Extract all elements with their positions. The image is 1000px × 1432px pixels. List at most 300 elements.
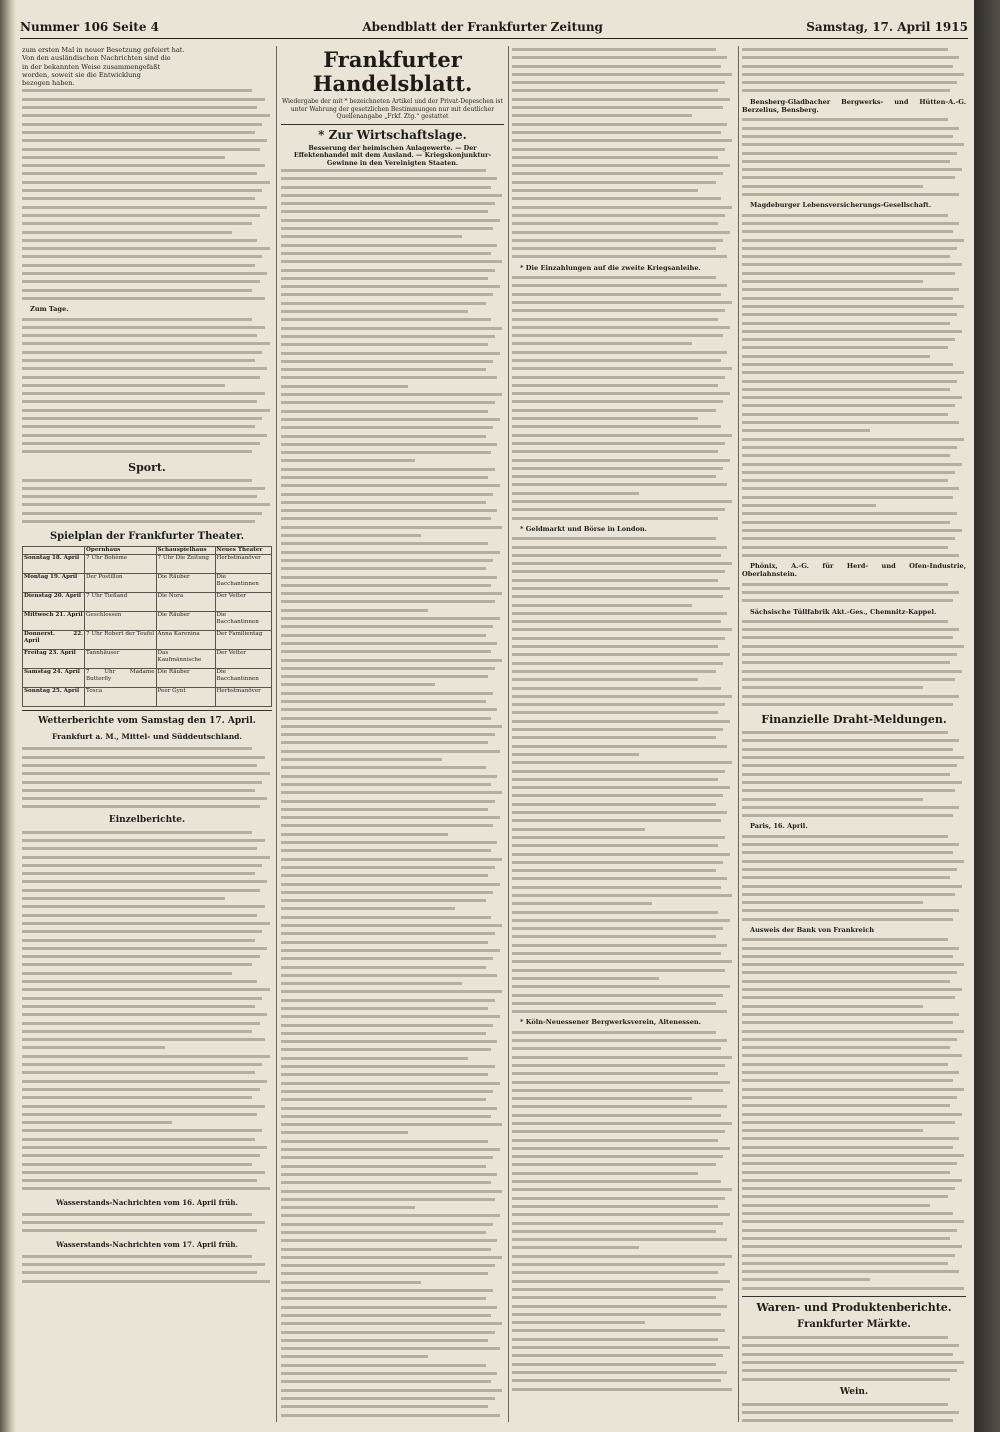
waren-title: Waren- und Produktenberichte. — [756, 1301, 952, 1315]
body-text — [742, 1061, 966, 1293]
illegible-line — [22, 1053, 270, 1061]
illegible-line — [512, 146, 725, 154]
illegible-line — [281, 491, 493, 499]
illegible-line — [281, 972, 497, 980]
illegible-line — [742, 191, 959, 199]
illegible-line — [281, 1353, 428, 1361]
illegible-line — [742, 916, 953, 924]
illegible-line — [742, 1260, 948, 1268]
illegible-line — [281, 1163, 486, 1171]
illegible-line — [512, 1286, 723, 1294]
table-cell: 7 Uhr Madame Butterfly — [85, 669, 156, 688]
illegible-line — [281, 167, 486, 175]
illegible-line — [281, 1304, 497, 1312]
illegible-line — [512, 958, 732, 966]
illegible-line — [742, 1036, 957, 1044]
illegible-line — [22, 1061, 262, 1069]
illegible-line — [512, 432, 732, 440]
illegible-line — [742, 1359, 964, 1367]
illegible-line — [22, 1152, 260, 1160]
illegible-line — [281, 997, 495, 1005]
illegible-line — [281, 872, 488, 880]
illegible-line — [22, 1094, 252, 1102]
illegible-line — [742, 1052, 962, 1060]
illegible-line — [512, 121, 727, 129]
illegible-line — [742, 729, 948, 737]
illegible-line — [742, 1227, 957, 1235]
illegible-line — [742, 1235, 950, 1243]
illegible-line — [22, 787, 255, 795]
illegible-line — [512, 1253, 732, 1261]
illegible-line — [512, 834, 725, 842]
illegible-line — [512, 992, 723, 1000]
illegible-line — [742, 386, 950, 394]
illegible-line — [742, 328, 962, 336]
illegible-line — [22, 324, 265, 332]
illegible-line — [281, 1345, 500, 1353]
illegible-line — [281, 341, 488, 349]
illegible-line — [512, 1294, 716, 1302]
illegible-line — [281, 914, 491, 922]
illegible-line — [742, 945, 959, 953]
illegible-line — [281, 557, 493, 565]
illegible-line — [281, 1088, 493, 1096]
illegible-line — [22, 212, 260, 220]
illegible-line — [281, 1022, 493, 1030]
illegible-line — [281, 208, 488, 216]
illegible-line — [742, 936, 948, 944]
illegible-line — [742, 461, 962, 469]
table-cell: Der Vetter — [215, 593, 272, 612]
illegible-line — [512, 1261, 725, 1269]
illegible-line — [512, 324, 730, 332]
einzel-title: Einzelberichte. — [108, 814, 186, 825]
illegible-line — [512, 515, 718, 523]
illegible-line — [512, 212, 725, 220]
article-title-magdeburger: Magdeburger Lebensversicherungs-Gesellschaft. — [750, 201, 932, 210]
illegible-line — [281, 789, 502, 797]
illegible-line — [512, 1087, 723, 1095]
illegible-line — [742, 228, 953, 236]
illegible-line — [512, 950, 721, 958]
binding-gutter — [0, 0, 16, 1432]
table-cell: Samstag 24. April — [23, 669, 85, 688]
illegible-line — [512, 1153, 723, 1161]
illegible-line — [22, 357, 255, 365]
illegible-line — [281, 225, 493, 233]
text-line: worden, soweit sie die Entwicklung — [22, 70, 141, 79]
illegible-line — [512, 1319, 645, 1327]
illegible-line — [281, 665, 495, 673]
illegible-line — [742, 253, 950, 261]
table-cell: Die Bacchantinnen — [215, 612, 272, 631]
illegible-line — [281, 408, 488, 416]
illegible-line — [281, 325, 502, 333]
illegible-line — [281, 250, 491, 258]
illegible-line — [742, 303, 964, 311]
illegible-line — [512, 875, 727, 883]
illegible-line — [742, 436, 964, 444]
illegible-line — [512, 465, 723, 473]
illegible-line — [742, 1160, 957, 1168]
illegible-line — [512, 1278, 730, 1286]
masthead-handelsblatt: Frankfurter Handelsblatt. — [312, 47, 473, 96]
illegible-line — [281, 1063, 495, 1071]
illegible-line — [281, 1154, 493, 1162]
illegible-line — [742, 668, 962, 676]
table-cell: Sonntag 25. April — [23, 688, 85, 707]
illegible-line — [281, 681, 435, 689]
illegible-line — [281, 582, 491, 590]
column-4 — [742, 46, 966, 1422]
illegible-line — [742, 535, 955, 543]
illegible-line — [742, 116, 948, 124]
illegible-line — [512, 415, 698, 423]
illegible-line — [22, 179, 270, 187]
illegible-line — [742, 477, 948, 485]
illegible-line — [512, 610, 727, 618]
illegible-line — [281, 1121, 502, 1129]
table-row — [23, 574, 272, 593]
illegible-line — [22, 937, 255, 945]
illegible-line — [22, 374, 260, 382]
illegible-line — [512, 162, 730, 170]
table-cell: Sonntag 18. April — [23, 555, 85, 574]
article-title-berzelius: Bensberg-Gladbacher Bergwerks- und Hütten-A.-G. Berzelius, Bensberg. — [742, 97, 966, 115]
illegible-line — [742, 125, 959, 133]
illegible-line — [742, 1077, 953, 1085]
illegible-line — [512, 1269, 718, 1277]
illegible-line — [742, 427, 870, 435]
illegible-line — [512, 1137, 718, 1145]
illegible-line — [22, 837, 265, 845]
illegible-line — [512, 859, 723, 867]
illegible-line — [512, 759, 732, 767]
illegible-line — [22, 87, 252, 95]
illegible-line — [742, 261, 962, 269]
illegible-line — [512, 1000, 716, 1008]
illegible-line — [281, 192, 502, 200]
illegible-line — [512, 1311, 721, 1319]
table-cell: Die Räuber — [156, 669, 215, 688]
illegible-line — [281, 532, 421, 540]
illegible-line — [742, 1367, 957, 1375]
illegible-line — [512, 365, 732, 373]
wetter-title: Wetterberichte vom Samstag den 17. April. — [38, 716, 256, 727]
illegible-line — [22, 170, 257, 178]
illegible-line — [512, 104, 723, 112]
illegible-line — [512, 1128, 725, 1136]
illegible-line — [742, 581, 948, 589]
illegible-line — [512, 983, 730, 991]
illegible-line — [742, 71, 964, 79]
illegible-line — [281, 1279, 421, 1287]
illegible-line — [22, 970, 232, 978]
illegible-line — [512, 54, 727, 62]
illegible-line — [512, 942, 727, 950]
illegible-line — [22, 895, 225, 903]
table-cell: Die Bacchantinnen — [215, 574, 272, 593]
illegible-line — [512, 291, 721, 299]
illegible-line — [22, 845, 257, 853]
illegible-line — [281, 1030, 486, 1038]
illegible-line — [512, 817, 721, 825]
illegible-line — [512, 577, 718, 585]
illegible-line — [512, 253, 727, 261]
illegible-line — [281, 590, 502, 598]
illegible-line — [281, 1146, 500, 1154]
body-text — [742, 1401, 966, 1422]
illegible-line — [281, 1312, 491, 1320]
illegible-line — [742, 883, 962, 891]
illegible-line — [281, 1055, 468, 1063]
illegible-line — [512, 734, 716, 742]
table-row — [23, 650, 272, 669]
column-rule — [508, 46, 509, 1422]
illegible-line — [512, 552, 721, 560]
illegible-line — [742, 544, 948, 552]
illegible-line — [281, 607, 428, 615]
illegible-line — [742, 245, 957, 253]
illegible-line — [742, 54, 959, 62]
illegible-line — [22, 407, 270, 415]
illegible-line — [742, 237, 964, 245]
illegible-line — [512, 685, 721, 693]
header-center: Abendblatt der Frankfurter Zeitung — [362, 20, 603, 34]
illegible-line — [22, 137, 267, 145]
illegible-line — [22, 795, 267, 803]
illegible-line — [22, 754, 265, 762]
illegible-line — [742, 961, 964, 969]
illegible-line — [512, 1161, 716, 1169]
illegible-line — [512, 1112, 721, 1120]
illegible-line — [22, 1219, 265, 1227]
illegible-line — [22, 423, 255, 431]
illegible-line — [512, 693, 732, 701]
illegible-line — [512, 751, 639, 759]
illegible-line — [281, 1320, 502, 1328]
illegible-line — [742, 502, 876, 510]
illegible-line — [22, 510, 262, 518]
wasser-title-1: Wasserstands-Nachrichten vom 16. April früh. — [56, 1197, 238, 1207]
illegible-line — [512, 618, 721, 626]
illegible-line — [512, 154, 718, 162]
illegible-line — [281, 333, 495, 341]
illegible-line — [742, 1086, 964, 1094]
divider — [742, 1296, 966, 1297]
illegible-line — [512, 1220, 723, 1228]
illegible-line — [22, 1227, 257, 1235]
illegible-line — [512, 900, 652, 908]
illegible-line — [512, 137, 732, 145]
illegible-line — [742, 812, 953, 820]
illegible-line — [742, 1169, 950, 1177]
illegible-line — [281, 1337, 488, 1345]
illegible-line — [742, 866, 957, 874]
illegible-line — [512, 892, 732, 900]
illegible-line — [22, 220, 252, 228]
illegible-line — [22, 382, 225, 390]
illegible-line — [512, 1008, 727, 1016]
illegible-line — [281, 1246, 491, 1254]
illegible-line — [742, 158, 950, 166]
article-title-koeln-neuessener: * Köln-Neuessener Bergwerksverein, Altenessen. — [520, 1018, 701, 1027]
illegible-line — [512, 809, 727, 817]
table-cell: Peer Gynt — [156, 688, 215, 707]
illegible-line — [742, 141, 964, 149]
illegible-line — [512, 925, 723, 933]
illegible-line — [512, 1228, 716, 1236]
illegible-line — [281, 300, 486, 308]
illegible-line — [281, 922, 502, 930]
illegible-line — [512, 544, 727, 552]
illegible-line — [22, 953, 260, 961]
illegible-line — [281, 598, 495, 606]
illegible-line — [22, 270, 267, 278]
illegible-line — [512, 1303, 727, 1311]
illegible-line — [22, 1036, 265, 1044]
article-title-phoenix: Phönix, A.-G. für Herd- und Ofen-Industrie, Oberlahnstein. — [742, 562, 966, 579]
illegible-line — [742, 626, 959, 634]
illegible-line — [281, 1370, 497, 1378]
illegible-line — [742, 659, 950, 667]
paris-label: Paris, 16. April. — [750, 822, 808, 831]
illegible-line — [512, 1327, 725, 1335]
illegible-line — [512, 726, 723, 734]
illegible-line — [742, 1069, 959, 1077]
illegible-line — [22, 829, 252, 837]
illegible-line — [512, 718, 730, 726]
illegible-line — [281, 648, 491, 656]
body-text — [512, 535, 734, 1016]
body-text — [742, 212, 966, 560]
illegible-line — [281, 881, 500, 889]
illegible-line — [742, 1351, 953, 1359]
illegible-line — [512, 390, 730, 398]
illegible-line — [512, 71, 732, 79]
illegible-line — [22, 878, 267, 886]
illegible-line — [512, 867, 716, 875]
illegible-line — [281, 424, 493, 432]
illegible-line — [22, 96, 265, 104]
body-text — [22, 1253, 272, 1286]
illegible-line — [281, 1005, 488, 1013]
illegible-line — [512, 220, 718, 228]
illegible-line — [281, 1329, 495, 1337]
illegible-line — [22, 1044, 165, 1052]
illegible-line — [742, 849, 953, 857]
illegible-line — [512, 593, 723, 601]
illegible-line — [22, 920, 270, 928]
illegible-line — [22, 129, 255, 137]
illegible-line — [512, 1186, 732, 1194]
illegible-line — [22, 349, 262, 357]
illegible-line — [281, 1229, 486, 1237]
illegible-line — [512, 1054, 732, 1062]
illegible-line — [512, 585, 730, 593]
illegible-line — [281, 399, 495, 407]
illegible-line — [512, 170, 723, 178]
illegible-line — [281, 1046, 491, 1054]
table-header-cell: Neues Theater — [215, 547, 272, 555]
illegible-line — [22, 986, 270, 994]
illegible-line — [512, 87, 718, 95]
body-text — [512, 1029, 734, 1394]
illegible-line — [22, 146, 260, 154]
illegible-line — [512, 1377, 721, 1385]
illegible-line — [281, 715, 491, 723]
illegible-line — [742, 986, 962, 994]
illegible-line — [742, 394, 962, 402]
illegible-line — [512, 307, 725, 315]
body-text — [281, 167, 504, 1422]
illegible-line — [281, 773, 497, 781]
wetter-subtitle: Frankfurt a. M., Mittel- und Süddeutschland. — [51, 732, 243, 742]
illegible-line — [512, 79, 725, 87]
illegible-line — [22, 1028, 252, 1036]
illegible-line — [22, 1211, 252, 1219]
illegible-line — [281, 831, 448, 839]
wein-title: Wein. — [839, 1386, 869, 1397]
illegible-line — [281, 822, 493, 830]
illegible-line — [742, 1252, 955, 1260]
illegible-line — [742, 552, 959, 560]
illegible-line — [22, 1003, 255, 1011]
illegible-line — [512, 274, 716, 282]
illegible-line — [281, 308, 468, 316]
illegible-line — [22, 440, 260, 448]
illegible-line — [742, 519, 950, 527]
illegible-line — [22, 1078, 267, 1086]
illegible-line — [512, 340, 692, 348]
illegible-line — [281, 540, 488, 548]
illegible-line — [22, 870, 255, 878]
illegible-line — [281, 1287, 493, 1295]
table-cell: Herbstmanöver — [215, 688, 272, 707]
illegible-line — [22, 1261, 265, 1269]
illegible-line — [281, 839, 497, 847]
illegible-line — [742, 779, 962, 787]
table-cell: Dienstag 20. April — [23, 593, 85, 612]
illegible-line — [281, 1204, 415, 1212]
illegible-line — [512, 357, 721, 365]
illegible-line — [281, 1420, 493, 1422]
illegible-line — [512, 1336, 718, 1344]
table-cell: Freitag 23. April — [23, 650, 85, 669]
illegible-line — [22, 448, 252, 456]
illegible-line — [281, 706, 497, 714]
illegible-line — [742, 693, 959, 701]
table-cell: 7 Uhr Die Zeitung — [156, 555, 215, 574]
table-cell: Mittwoch 21. April — [23, 612, 85, 631]
illegible-line — [742, 174, 955, 182]
illegible-line — [281, 283, 500, 291]
illegible-line — [512, 282, 727, 290]
header-right: Samstag, 17. April 1915 — [806, 20, 968, 34]
illegible-line — [742, 804, 959, 812]
illegible-line — [22, 390, 265, 398]
finanz-title: Finanzielle Draht-Meldungen. — [761, 713, 947, 727]
text-line: Von den ausländischen Nachrichten sind die — [22, 54, 171, 63]
divider — [281, 124, 504, 125]
illegible-line — [22, 1144, 267, 1152]
illegible-line — [742, 899, 923, 907]
illegible-line — [512, 46, 716, 54]
body-text — [512, 46, 734, 262]
maerkte-title: Frankfurter Märkte. — [797, 1319, 911, 1331]
illegible-line — [22, 1177, 257, 1185]
illegible-line — [512, 975, 659, 983]
